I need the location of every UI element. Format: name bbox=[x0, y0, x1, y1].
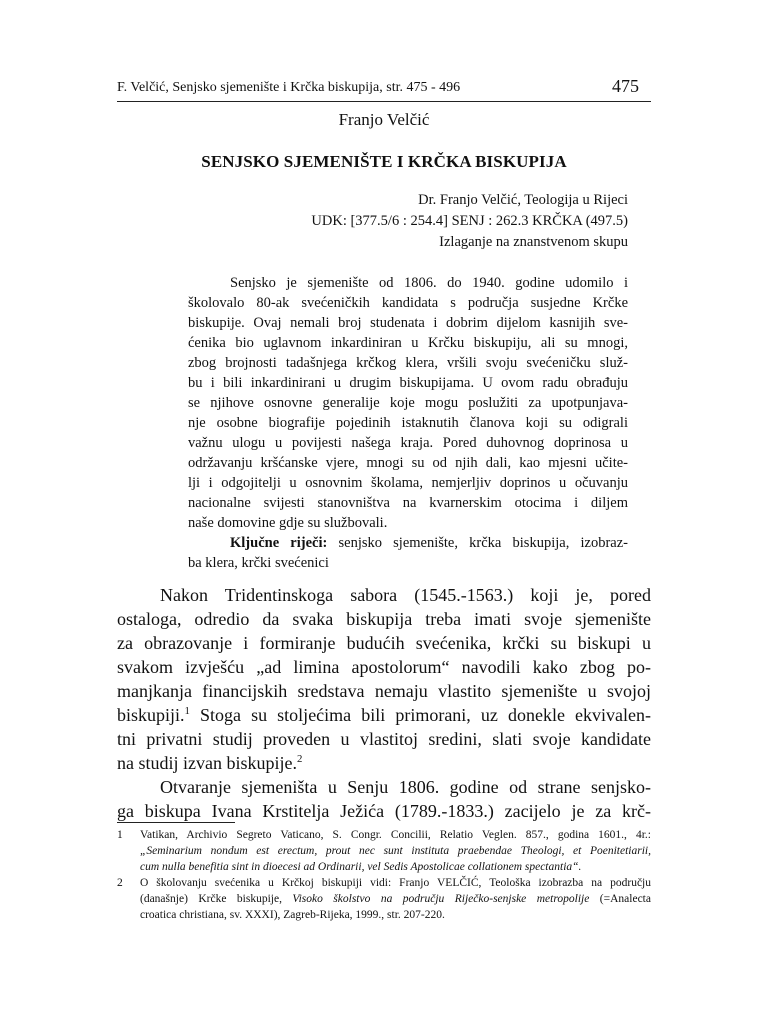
footnote-line: O školovanju svećenika u Krčkoj biskupiji vidi: Franjo VELČIĆ, Teološka izobrazba na području bbox=[140, 877, 651, 889]
body-line: tni privatni studij proveden u vlastitoj sredini, slati svoje kandidate bbox=[117, 729, 651, 749]
body-line: ga biskupa Ivana Krstitelja Ježića (1789.-1833.) zacijelo je za krč- bbox=[117, 801, 651, 821]
abstract-line: održavanju kršćanske vjere, mnogi su od njih dali, kao mjesni učite- bbox=[188, 455, 628, 471]
author-affiliation: Dr. Franjo Velčić, Teologija u Rijeci bbox=[418, 192, 628, 208]
body-line: Otvaranje sjemeništa u Senju 1806. godine od strane senjsko- bbox=[160, 777, 651, 797]
abstract-line: ćenika bio uglavnom inkardiniran u Krčku biskupiju, ali su mnogi, bbox=[188, 335, 628, 351]
keywords-line bbox=[230, 535, 628, 552]
footnote-quote: „Seminarium nondum est erectum, prout nec sunt instituta praebendae Theologi, et Poenitetiarii, bbox=[140, 845, 651, 857]
article-title: SENJSKO SJEMENIŠTE I KRČKA BISKUPIJA bbox=[201, 152, 567, 171]
udk-classification: UDK: [377.5/6 : 254.4] SENJ : 262.3 KRČKA (497.5) bbox=[311, 213, 628, 229]
footnote-ref-1[interactable]: 1 bbox=[184, 705, 190, 717]
abstract-line: lji i odgojitelji u osnovnim školama, nemjerljiv doprinos u očuvanju bbox=[188, 475, 628, 491]
abstract-line: biskupije. Ovaj nemali broj studenata i dobrim dijelom kasnijih sve- bbox=[188, 315, 628, 331]
keywords-label: Ključne riječi: bbox=[230, 535, 328, 551]
keywords-text: senjsko sjemenište, krčka biskupija, izobraz- bbox=[327, 535, 628, 551]
footnote-text-run: (današnje) Krčke biskupije, bbox=[140, 893, 293, 905]
abstract-line: Senjsko je sjemenište od 1806. do 1940. godine udomilo i bbox=[230, 275, 628, 291]
abstract-line: nje osobne biografije pojedinih istaknutih članova koji su odigrali bbox=[188, 415, 628, 431]
header-rule bbox=[117, 101, 651, 102]
footnote-line bbox=[140, 845, 651, 857]
abstract-line: naše domovine gdje su službovali. bbox=[188, 515, 388, 531]
footnote-line: Vatikan, Archivio Segreto Vaticano, S. Congr. Concilii, Relatio Veglen. 857., godina 1601., 4r.: bbox=[140, 829, 651, 841]
footnote-line: croatica christiana, sv. XXXI), Zagreb-Rijeka, 1999., str. 207-220. bbox=[140, 909, 445, 921]
body-text-run: Stoga su stoljećima bili primorani, uz donekle ekvivalen- bbox=[189, 705, 651, 725]
author-name: Franjo Velčić bbox=[338, 110, 430, 129]
footnote-line bbox=[140, 893, 651, 905]
body-line: manjkanja financijskih sredstava nemaju vlastito sjemenište u svojoj bbox=[117, 681, 651, 701]
body-line: ostaloga, odredio da svaka biskupija treba imati svoje sjemenište bbox=[117, 609, 651, 629]
body-line bbox=[117, 753, 651, 774]
page-number: 475 bbox=[612, 76, 639, 96]
abstract-line: školovalo 80-ak svećeničkih kandidata s područja susjedne Krčke bbox=[188, 295, 628, 311]
footnote-ref-2[interactable]: 2 bbox=[296, 753, 303, 765]
body-line: za obrazovanje i formiranje budućih svećenika, krčki su biskupi u bbox=[117, 633, 651, 653]
footnote-quote: cum nulla benefitia sint in dioecesi ad Ordinarii, vel Sedis Apostolicae collationem spectantia“. bbox=[140, 861, 582, 873]
abstract-line: zbog brojnosti tadašnjega krčkog klera, vršili svoju svećeničku služ- bbox=[188, 355, 628, 371]
footnote-number: 2 bbox=[117, 877, 123, 889]
body-text-run: na studij izvan biskupije. bbox=[117, 753, 297, 773]
footnote-title: Visoko školstvo na području Riječko-senjske metropolije bbox=[292, 893, 590, 905]
paper-type: Izlaganje na znanstvenom skupu bbox=[439, 234, 628, 250]
running-head: F. Velčić, Senjsko sjemenište i Krčka biskupija, str. 475 - 496 bbox=[117, 80, 461, 95]
abstract-line: važnu ulogu u povijesti našega kraja. Pored duhovnog doprinosa u bbox=[188, 435, 628, 451]
abstract-line: bu i bili inkardinirani u drugim biskupijama. U ovom radu obrađuju bbox=[188, 375, 628, 391]
body-line: svakom izvješću „ad limina apostolorum“ navodili kako zbog po- bbox=[117, 657, 651, 677]
keywords-line: ba klera, krčki svećenici bbox=[188, 555, 329, 571]
abstract-line: nacionalne svijesti stanovništva na kvarnerskim otocima i diljem bbox=[188, 495, 628, 511]
footnote-rule bbox=[117, 822, 235, 823]
body-line bbox=[117, 705, 651, 726]
abstract-line: se njihove osnovne generalije koje mogu poslužiti za upotpunjava- bbox=[188, 395, 628, 411]
body-line: Nakon Tridentinskoga sabora (1545.-1563.) koji je, pored bbox=[160, 585, 651, 605]
footnote-number: 1 bbox=[117, 829, 123, 841]
footnote-line bbox=[140, 861, 651, 873]
footnote-text-run: (=Analecta bbox=[589, 893, 651, 905]
body-text-run: biskupiji. bbox=[117, 705, 185, 725]
